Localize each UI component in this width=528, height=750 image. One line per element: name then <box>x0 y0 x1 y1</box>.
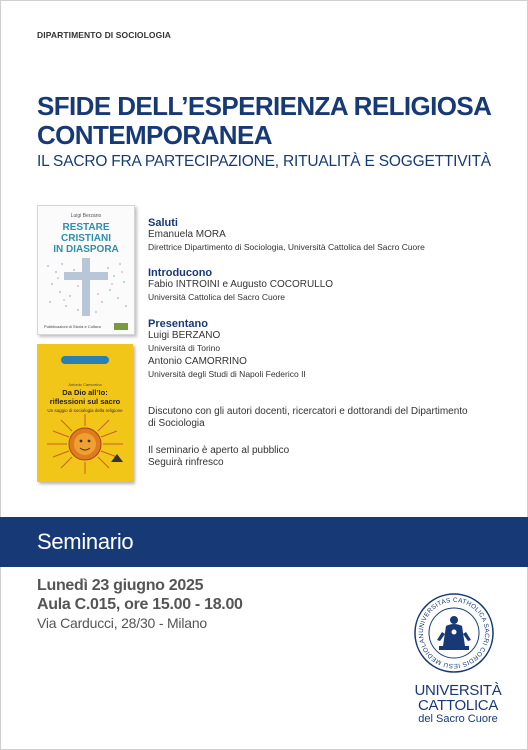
book2-author: Antonio Camorrino <box>68 382 102 387</box>
book1-publisher-logo <box>114 323 128 330</box>
book1-title-line-2: CRISTIANI <box>61 233 111 244</box>
public-note <box>148 445 289 469</box>
seminar-subtitle: IL SACRO FRA PARTECIPAZIONE, RITUALITÀ E SOGGETTIVITÀ <box>37 153 491 170</box>
presentano-affiliation-1: Università di Torino <box>148 343 221 353</box>
section-presentano <box>148 318 306 380</box>
event-address: Via Carducci, 28/30 - Milano <box>37 615 208 631</box>
book2-title-line-1: Da Dio all’Io: <box>62 388 108 397</box>
event-date: Lunedì 23 giugno 2025 <box>37 577 204 594</box>
seminario-band <box>0 517 528 567</box>
department-label: DIPARTIMENTO DI SOCIOLOGIA <box>37 30 172 40</box>
book1-title-line-1: RESTARE <box>62 222 110 233</box>
book2-title-line-2: riflessioni sul sacro <box>49 397 121 406</box>
seminar-title <box>37 92 507 150</box>
book1-title <box>38 222 134 255</box>
saluti-affiliation: Direttrice Dipartimento di Sociologia, Università Cattolica del Sacro Cuore <box>148 242 425 252</box>
university-name-line-1: UNIVERSITÀ <box>414 682 502 699</box>
book-cover-da-dio-allio <box>37 344 133 482</box>
presentano-name-1: Luigi BERZANO <box>148 330 221 341</box>
introducono-heading: Introducono <box>148 267 213 279</box>
book1-publisher: Pubblicazioni di Storia e Cultura <box>44 324 101 329</box>
public-line-2: Seguirà rinfresco <box>148 457 224 468</box>
saluti-heading: Saluti <box>148 217 178 229</box>
university-name-line-3: del Sacro Cuore <box>418 713 498 725</box>
university-seal-icon <box>413 592 495 674</box>
presentano-name-2: Antonio CAMORRINO <box>148 356 247 367</box>
discussion-note <box>148 406 468 430</box>
university-name-line-2: CATTOLICA <box>417 697 499 714</box>
saluti-name: Emanuela MORA <box>148 229 226 240</box>
section-saluti <box>148 217 425 253</box>
discussion-line-1: Discutono con gli autori docenti, ricercatori e dottorandi del Dipartimento <box>148 406 468 417</box>
book2-subtitle: Un saggio di sociologia della religione <box>47 408 123 413</box>
book1-title-line-3: IN DIASPORA <box>53 244 119 255</box>
discussion-line-2: di Sociologia <box>148 418 205 429</box>
book-cover-restare-cristiani <box>37 205 135 335</box>
band-label: Seminario <box>37 529 134 554</box>
sun-face-illustration <box>37 344 133 482</box>
introducono-names: Fabio INTROINI e Augusto COCORULLO <box>148 279 334 290</box>
public-line-1: Il seminario è aperto al pubblico <box>148 445 290 456</box>
presentano-affiliation-2: Università degli Studi di Napoli Federico II <box>148 369 306 379</box>
book1-author: Luigi Berzano <box>70 213 102 219</box>
section-introducono <box>148 267 333 303</box>
presentano-heading: Presentano <box>148 318 208 330</box>
seal-text: UNIVERSITAS CATHOLICA SACRI CORDIS IESU MEDIOLAN <box>417 596 491 670</box>
title-line-2: CONTEMPORANEA <box>37 120 272 150</box>
event-room-time: Aula C.015, ore 15.00 - 18.00 <box>37 596 243 613</box>
introducono-affiliation: Università Cattolica del Sacro Cuore <box>148 292 286 302</box>
title-line-1: SFIDE DELL’ESPERIENZA RELIGIOSA <box>37 91 492 121</box>
